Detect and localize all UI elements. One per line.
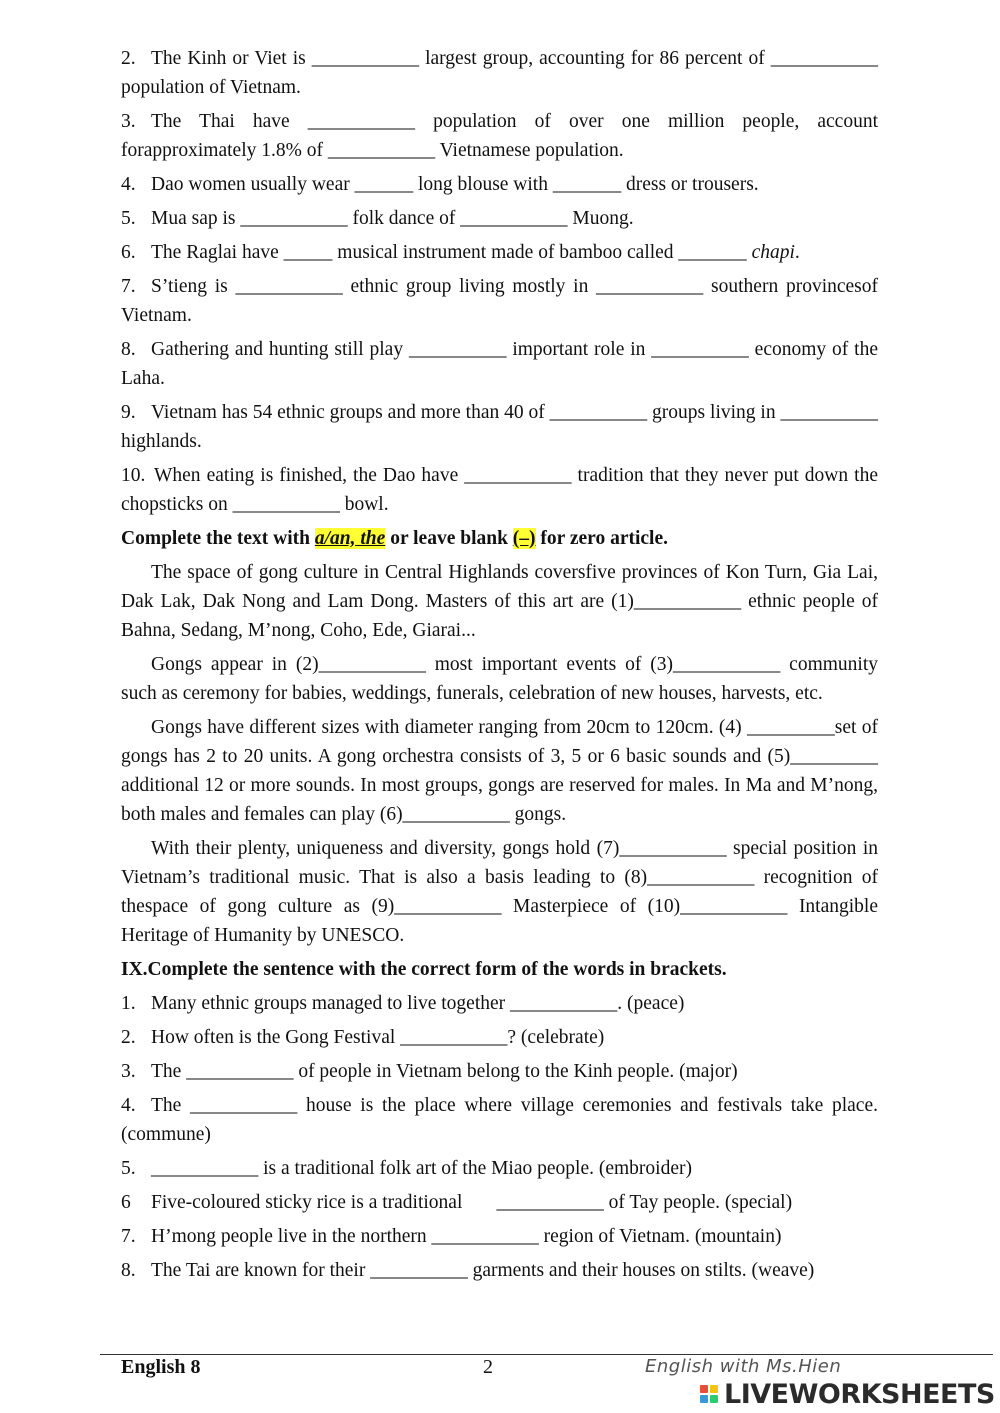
logo-square-blue [700,1395,708,1403]
worksheet-page [121,44,878,1290]
text-paragraph-1: The space of gong culture in Central Highlands coversfive provinces of Kon Turn, Gia Lai, Dak Lak, Dak Nong and Lam Dong. Masters of this art are (1)___________ ethnic people of Bahna, Sedang, M’nong, Coho, Ede, Giarai... [121,562,878,641]
question-6: 6. The Raglai have _____ musical instrument made of bamboo called _______ chapi. [121,242,800,263]
highlight-articles: a/an, the [314,528,386,549]
ix-question-1: 1. Many ethnic groups managed to live together ___________. (peace) [121,993,685,1014]
liveworksheets-grid-icon [700,1385,718,1403]
question-3: 3. The Thai have ___________ population of over one million people, account forapproximately 1.8% of ___________ Vietnamese population. [121,111,878,161]
footer-course-title: English 8 [121,1356,201,1378]
question-7: 7. S’tieng is ___________ ethnic group living mostly in ___________ southern provincesof Vietnam. [121,276,878,326]
author-signature: English with Ms.Hien [645,1356,842,1377]
question-4: 4. Dao women usually wear ______ long blouse with _______ dress or trousers. [121,174,759,195]
text-paragraph-3: Gongs have different sizes with diameter ranging from 20cm to 120cm. (4) _________set of gongs has 2 to 20 units. A gong orchestra consists of 3, 5 or 6 basic sounds and (5)_________ additional 12 or more sounds. In most groups, gongs are reserved for males. In Ma and M’nong, both males and females can play (6)___________ gongs. [121,717,878,825]
liveworksheets-logo[interactable] [700,1378,995,1410]
ix-question-2: 2. How often is the Gong Festival ___________? (celebrate) [121,1027,605,1048]
ix-question-4: 4. The ___________ house is the place where village ceremonies and festivals take place. (commune) [121,1095,878,1145]
page-number: 2 [483,1356,493,1378]
section-heading-articles: Complete the text with a/an, the or leave blank (–) for zero article. [121,528,669,549]
footer-divider [100,1354,993,1355]
text-paragraph-2: Gongs appear in (2)___________ most important events of (3)___________ community such as ceremony for babies, weddings, funerals, celebration of new houses, harvests, etc. [121,654,878,704]
logo-square-green [710,1395,718,1403]
ix-question-5: 5. ___________ is a traditional folk art of the Miao people. (embroider) [121,1158,692,1179]
text-paragraph-4: With their plenty, uniqueness and diversity, gongs hold (7)___________ special position in Vietnam’s traditional music. That is also a basis leading to (8)___________ recognition of thespace of gong culture as (9)___________ Masterpiece of (10)___________ Intangible Heritage of Humanity by UNESCO. [121,838,878,946]
ix-question-6: 6 Five-coloured sticky rice is a traditional ___________ of Tay people. (special) [121,1192,793,1213]
ix-question-8: 8. The Tai are known for their __________ garments and their houses on stilts. (weave) [121,1260,815,1281]
ix-question-3: 3. The ___________ of people in Vietnam belong to the Kinh people. (major) [121,1061,738,1082]
question-2: 2. The Kinh or Viet is ___________ largest group, accounting for 86 percent of ___________ population of Vietnam. [121,48,878,98]
question-5: 5. Mua sap is ___________ folk dance of ___________ Muong. [121,208,634,229]
highlight-zero-article: (–) [512,528,536,549]
question-10: 10. When eating is finished, the Dao have ___________ tradition that they never put down the chopsticks on ___________ bowl. [121,465,878,515]
logo-square-red [700,1385,708,1393]
liveworksheets-wordmark: LIVEWORKSHEETS [724,1378,995,1410]
question-8: 8. Gathering and hunting still play __________ important role in __________ economy of the Laha. [121,339,878,389]
logo-square-yellow [710,1385,718,1393]
section-heading-ix: IX.Complete the sentence with the correct form of the words in brackets. [121,959,727,980]
ix-question-7: 7. H’mong people live in the northern ___________ region of Vietnam. (mountain) [121,1226,782,1247]
question-9: 9. Vietnam has 54 ethnic groups and more than 40 of __________ groups living in __________ highlands. [121,402,878,452]
